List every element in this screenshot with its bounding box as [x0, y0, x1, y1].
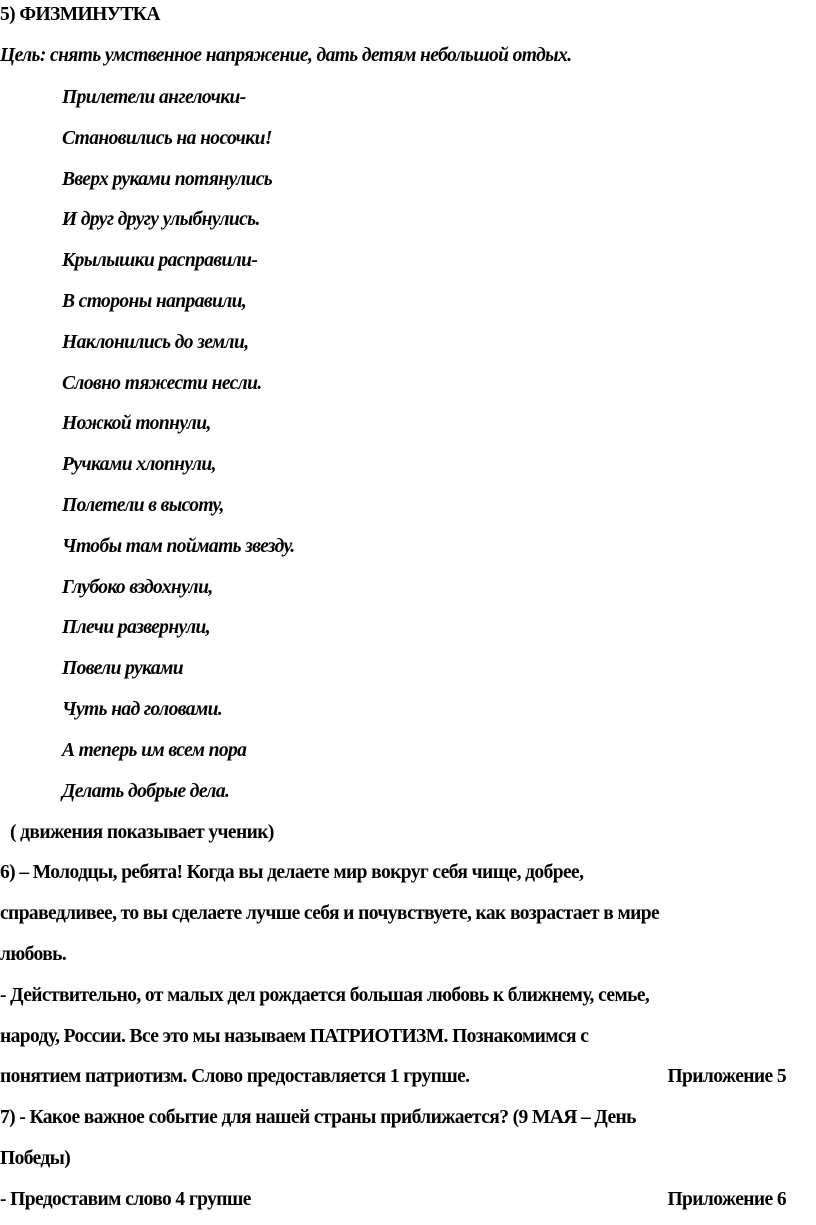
poem-line: Словно тяжести несли. [62, 373, 262, 394]
poem-line: Чтобы там поймать звезду. [62, 536, 295, 557]
poem-line: Чуть над головами. [62, 699, 223, 720]
poem-line: В стороны направили, [62, 291, 247, 312]
poem-line: Ножкой топнули, [62, 413, 211, 434]
poem-line: Ручками хлопнули, [62, 454, 216, 475]
poem-line: Становились на носочки! [62, 128, 272, 149]
poem-line: Повели руками [62, 658, 183, 679]
poem-last-prefix: Делать [62, 781, 129, 802]
appendix-5-label: Приложение 5 [667, 1066, 786, 1087]
goal-line: Цель: снять умственное напряжение, дать детям небольшой отдых. [0, 45, 572, 66]
poem-line: Наклонились до земли, [62, 332, 249, 353]
poem-line: Вверх руками потянулись [62, 169, 273, 190]
section-heading: 5) ФИЗМИНУТКА [0, 4, 160, 25]
movements-note: ( движения показывает ученик) [10, 822, 274, 843]
paragraph-6-line: 6) – Молодцы, ребята! Когда вы делаете мир вокруг себя чище, добрее, [0, 862, 584, 883]
poem-line: И друг другу улыбнулись. [62, 209, 260, 230]
poem-line: Прилетели ангелочки- [62, 87, 246, 108]
appendix-6-label: Приложение 6 [667, 1189, 786, 1210]
patriotism-line: - Действительно, от малых дел рождается большая любовь к ближнему, семье, [0, 985, 650, 1006]
poem-line: Плечи развернули, [62, 617, 210, 638]
poem-line: Крылышки расправили- [62, 250, 258, 271]
poem-line: А теперь им всем пора [62, 740, 247, 761]
poem-last-bold: добрые дела. [128, 781, 230, 802]
poem-line: Полетели в высоту, [62, 495, 224, 516]
paragraph-6-line: справедливее, то вы сделаете лучше себя и почувствуете, как возрастает в мире [0, 903, 660, 924]
paragraph-7-line: 7) - Какое важное событие для нашей страны приближается? (9 МАЯ – День [0, 1107, 636, 1128]
patriotism-line: понятием патриотизм. Слово предоставляется 1 групше. [0, 1066, 470, 1087]
poem-line: Глубоко вздохнули, [62, 577, 213, 598]
poem-last-line [62, 781, 229, 803]
paragraph-6-line: любовь. [0, 944, 67, 965]
patriotism-line: народу, России. Все это мы называем ПАТРИОТИЗМ. Познакомимся с [0, 1026, 589, 1047]
group-4-line: - Предоставим слово 4 групше [0, 1189, 251, 1210]
paragraph-7-line: Победы) [0, 1148, 71, 1169]
